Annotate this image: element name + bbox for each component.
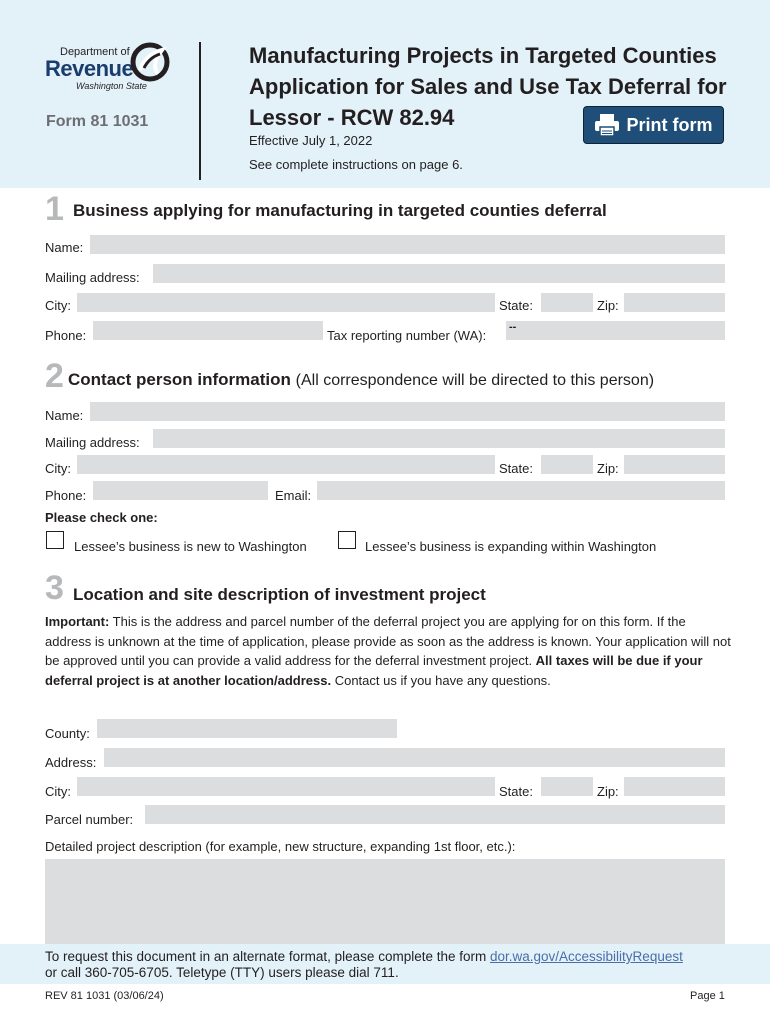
instructions-note: See complete instructions on page 6. bbox=[249, 157, 463, 172]
s1-phone-label: Phone: bbox=[45, 328, 87, 343]
s3-state-input[interactable] bbox=[541, 777, 593, 796]
important-label: Important: bbox=[45, 614, 110, 629]
check-one-prompt: Please check one: bbox=[45, 510, 158, 525]
s2-zip-input[interactable] bbox=[624, 455, 725, 474]
s3-zip-input[interactable] bbox=[624, 777, 725, 796]
section-2-title-wrap bbox=[68, 370, 654, 390]
s2-state-label: State: bbox=[499, 461, 533, 476]
alternate-format-note bbox=[45, 949, 683, 981]
s1-name-input[interactable] bbox=[90, 235, 725, 254]
logo-state: Washington State bbox=[76, 81, 147, 91]
section-1-number: 1 bbox=[45, 190, 64, 228]
important-text: This is the address and parcel number of the deferral project you are applying for on this form. If the address is unknown at the time of application, please provide as soon as the address is known. Your application will not be approved until you can provide a valid address for the deferral investment project. bbox=[45, 614, 731, 668]
effective-date: Effective July 1, 2022 bbox=[249, 133, 373, 148]
print-form-label: Print form bbox=[626, 114, 713, 135]
s2-city-input[interactable] bbox=[77, 455, 495, 474]
s3-zip-label: Zip: bbox=[597, 784, 619, 799]
title-line-2: Application for Sales and Use Tax Deferral for bbox=[249, 74, 727, 99]
s2-city-label: City: bbox=[45, 461, 71, 476]
s2-email-input[interactable] bbox=[317, 481, 725, 500]
printer-icon bbox=[594, 113, 620, 137]
s1-name-label: Name: bbox=[45, 240, 84, 255]
s3-description-textarea[interactable] bbox=[45, 859, 725, 944]
s1-state-input[interactable] bbox=[541, 293, 593, 312]
s3-parcel-label: Parcel number: bbox=[45, 812, 134, 827]
expanding-business-label: Lessee’s business is expanding within Washington bbox=[365, 539, 657, 554]
taxes-due-warning: All taxes will be due if your deferral project is at another location/address. bbox=[45, 653, 703, 688]
s3-description-label: Detailed project description (for example, new structure, expanding 1st floor, etc.): bbox=[45, 839, 516, 854]
revision-code: REV 81 1031 (03/06/24) bbox=[45, 990, 164, 1002]
s2-phone-input[interactable] bbox=[93, 481, 268, 500]
s2-name-label: Name: bbox=[45, 408, 84, 423]
section-1-title: Business applying for manufacturing in targeted counties deferral bbox=[73, 201, 607, 220]
s2-phone-label: Phone: bbox=[45, 488, 87, 503]
s1-mailing-input[interactable] bbox=[153, 264, 725, 283]
s1-tax-input[interactable] bbox=[506, 321, 725, 340]
title-line-3: Lessor - RCW 82.94 bbox=[249, 105, 455, 130]
s3-city-input[interactable] bbox=[77, 777, 495, 796]
dor-logo-icon bbox=[130, 42, 170, 82]
logo-department: Department of bbox=[60, 46, 130, 58]
s3-address-input[interactable] bbox=[104, 748, 725, 767]
logo-revenue: Revenue bbox=[45, 56, 134, 81]
s1-mailing-label: Mailing address: bbox=[45, 270, 140, 285]
s1-tax-label: Tax reporting number (WA): bbox=[327, 328, 487, 343]
section-3-number: 3 bbox=[45, 569, 64, 607]
s3-address-label: Address: bbox=[45, 755, 97, 770]
title-line-1: Manufacturing Projects in Targeted Counties bbox=[249, 43, 717, 68]
s2-state-input[interactable] bbox=[541, 455, 593, 474]
s2-zip-label: Zip: bbox=[597, 461, 619, 476]
s3-state-label: State: bbox=[499, 784, 533, 799]
s3-parcel-input[interactable] bbox=[145, 805, 725, 824]
s2-mailing-label: Mailing address: bbox=[45, 435, 140, 450]
s3-county-input[interactable] bbox=[97, 719, 397, 738]
s1-city-input[interactable] bbox=[77, 293, 495, 312]
s1-city-label: City: bbox=[45, 298, 71, 313]
s2-mailing-input[interactable] bbox=[153, 429, 725, 448]
new-business-label: Lessee’s business is new to Washington bbox=[74, 539, 307, 554]
s1-state-label: State: bbox=[499, 298, 533, 313]
s1-phone-input[interactable] bbox=[93, 321, 323, 340]
s1-zip-label: Zip: bbox=[597, 298, 619, 313]
s1-zip-input[interactable] bbox=[624, 293, 725, 312]
print-form-button[interactable] bbox=[583, 106, 724, 144]
s2-email-label: Email: bbox=[275, 488, 312, 503]
contact-us-text: Contact us if you have any questions. bbox=[331, 672, 551, 688]
form-number: Form 81 1031 bbox=[46, 113, 149, 130]
footer-line-2: or call 360-705-6705. Teletype (TTY) users please dial 711. bbox=[45, 965, 399, 980]
s3-county-label: County: bbox=[45, 726, 90, 741]
s1-tax-separator: -- bbox=[509, 321, 517, 333]
header-divider bbox=[199, 42, 201, 180]
section-2-note: (All correspondence will be directed to this person) bbox=[295, 372, 655, 389]
new-business-checkbox[interactable] bbox=[46, 531, 64, 549]
section-2-title: Contact person information bbox=[68, 370, 291, 389]
section-3-title: Location and site description of investment project bbox=[73, 585, 486, 604]
page-number: Page 1 bbox=[690, 990, 725, 1002]
expanding-business-checkbox[interactable] bbox=[338, 531, 356, 549]
important-paragraph bbox=[45, 612, 735, 690]
s3-city-label: City: bbox=[45, 784, 71, 799]
section-2-number: 2 bbox=[45, 357, 64, 395]
footer-line-1: To request this document in an alternate format, please complete the form bbox=[45, 949, 490, 964]
s2-name-input[interactable] bbox=[90, 402, 725, 421]
accessibility-request-link[interactable]: dor.wa.gov/AccessibilityRequest bbox=[490, 949, 683, 964]
